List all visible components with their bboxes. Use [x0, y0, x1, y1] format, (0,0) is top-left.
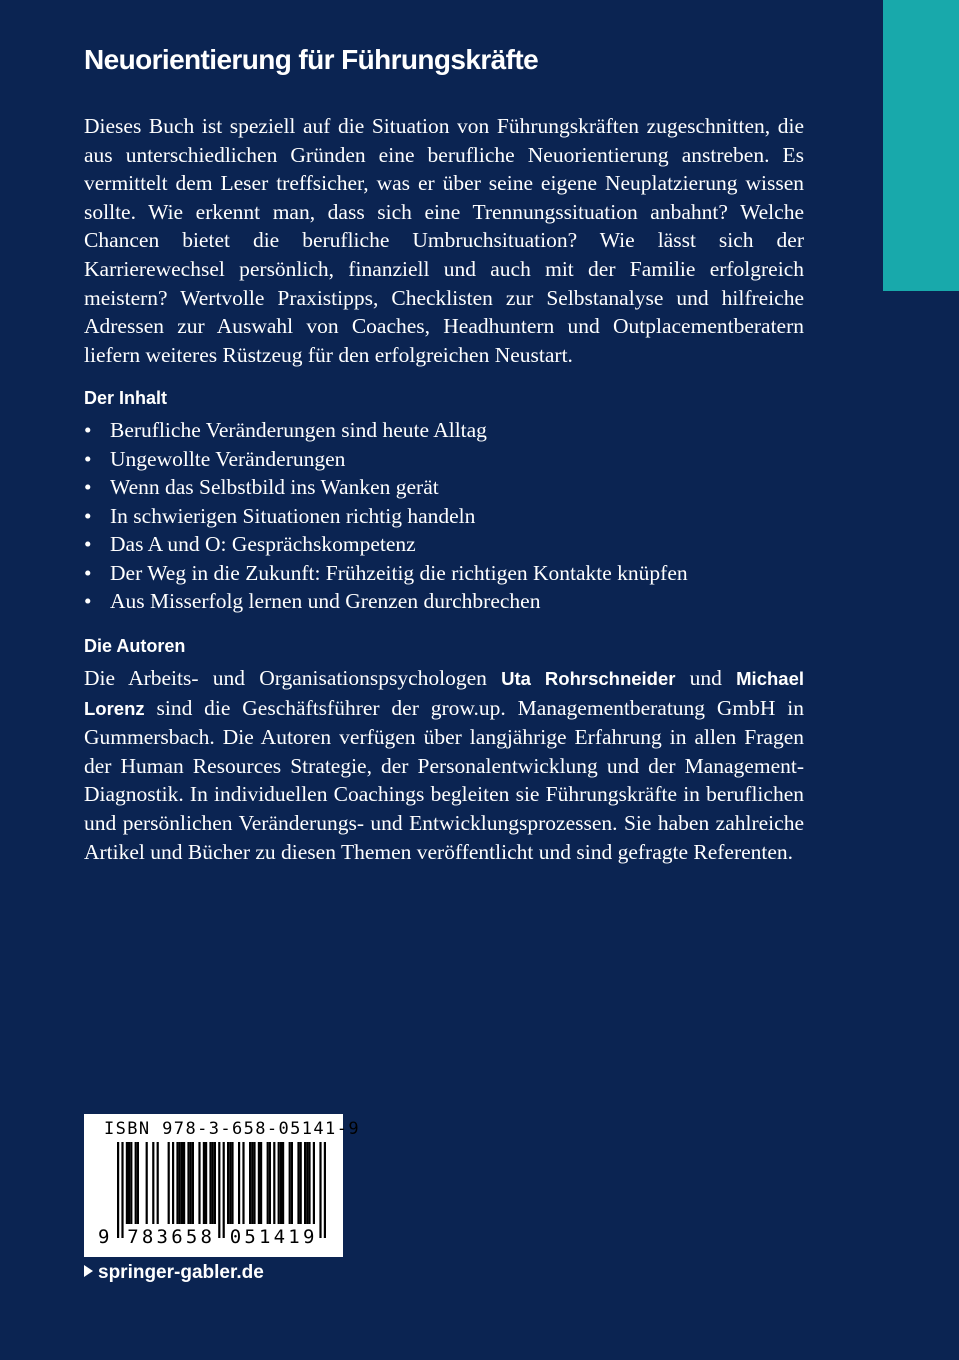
- barcode-bar: [308, 1142, 310, 1224]
- barcode-bar: [313, 1142, 315, 1224]
- barcode-bar: [304, 1142, 306, 1224]
- bullet-icon: •: [84, 532, 92, 556]
- barcode-bar: [297, 1142, 299, 1224]
- barcode-bar: [209, 1142, 211, 1224]
- arrow-right-icon: [84, 1265, 93, 1277]
- barcode-bar: [137, 1142, 139, 1224]
- bullet-icon: •: [84, 503, 92, 528]
- barcode-bar: [172, 1142, 174, 1224]
- barcode-bar: [205, 1142, 207, 1224]
- barcode-digits: 9 783658 051419: [98, 1226, 318, 1248]
- author-name-2: Michael Lorenz: [84, 668, 804, 719]
- barcode-bar: [168, 1142, 170, 1224]
- barcode-bar: [253, 1142, 255, 1224]
- barcode-bar: [152, 1142, 154, 1224]
- barcode-bar: [223, 1142, 225, 1238]
- barcode-bar: [135, 1142, 137, 1224]
- barcode-bar: [267, 1142, 269, 1224]
- barcode-bar: [306, 1142, 308, 1224]
- bullet-icon: •: [84, 589, 92, 613]
- isbn-label: ISBN 978-3-658-05141-9: [104, 1119, 360, 1139]
- barcode-bar: [187, 1142, 189, 1224]
- list-item: • Berufliche Veränderungen sind heute Alltag: [84, 416, 688, 445]
- barcode-bar: [128, 1142, 130, 1224]
- authors-paragraph: Die Arbeits- und Organisationspsychologen Uta Rohrschneider und Michael Lorenz sind die Geschäftsführer der grow.up. Managementberatung GmbH in Gummersbach. Die Autoren verfügen über langjährige Erfahrung in allen Fragen der Human Resources Strategie, der Personalentwicklung und der Management-Diagnostik. In individuellen Coachings begleiten sie Führungskräfte in beruflichen und persönlichen Veränderungs- und Entwicklungsprozessen. Sie haben zahlreiche Artikel und Bücher zu diesen Themen veröffentlicht und sind gefragte Referenten.: [84, 666, 804, 864]
- barcode-bar: [269, 1142, 271, 1224]
- barcode-bar: [198, 1142, 200, 1224]
- list-item: • Ungewollte Veränderungen: [84, 445, 688, 474]
- intro-paragraph: Dieses Buch ist speziell auf die Situation von Führungskräften zugeschnitten, die aus unterschiedlichen Gründen eine berufliche Neuorientierung anstreben. Es vermittelt dem Leser treffsicher, was er über seine eigene Neuplatzierung wissen sollte. Wie erkennt man, dass sich eine Trennungssituation anbahnt? Welche Chancen bietet die berufliche Umbruchsituation? Wie lässt sich der Karrierewechsel persönlich, finanziell und auch mit der Familie erfolgreich meistern? Wertvolle Praxistipps, Checklisten zur Selbstanalyse und hilfreiche Adressen zur Auswahl von Coaches, Headhuntern und Outplacementberatern liefern weiteres Rüstzeug für den erfolgreichen Neustart.: [84, 114, 804, 367]
- book-title: Neuorientierung für Führungskräfte: [84, 44, 539, 75]
- barcode-bar: [179, 1142, 181, 1224]
- barcode-bar: [273, 1142, 275, 1224]
- bullet-icon: •: [84, 446, 92, 471]
- bullet-icon: •: [84, 475, 92, 499]
- barcode-bar: [176, 1142, 178, 1224]
- barcode-bar: [282, 1142, 284, 1224]
- publisher-website: [84, 1262, 264, 1284]
- authors-heading: Die Autoren: [84, 636, 186, 656]
- website-url: springer-gabler.de: [98, 1262, 264, 1283]
- barcode-bar: [229, 1142, 231, 1224]
- barcode-bar: [291, 1142, 293, 1224]
- barcode-bar: [157, 1142, 159, 1224]
- barcode-bar: [126, 1142, 128, 1224]
- barcode-bar: [212, 1142, 214, 1224]
- barcode-bar: [242, 1142, 244, 1224]
- barcode-bar: [146, 1142, 148, 1224]
- bullet-icon: •: [84, 560, 92, 585]
- barcode-bar: [121, 1142, 123, 1238]
- barcode-bar: [231, 1142, 233, 1224]
- barcode-bar: [324, 1142, 326, 1238]
- barcode-bar: [260, 1142, 262, 1224]
- list-item: • Der Weg in die Zukunft: Frühzeitig die richtigen Kontakte knüpfen: [84, 559, 688, 588]
- barcode-bar: [183, 1142, 185, 1224]
- barcode-bar: [214, 1142, 216, 1224]
- barcode-bar: [280, 1142, 282, 1224]
- barcode-bar: [130, 1142, 132, 1224]
- barcode-bar: [203, 1142, 205, 1224]
- list-item: • In schwierigen Situationen richtig handeln: [84, 502, 688, 531]
- barcode-bar: [190, 1142, 192, 1224]
- barcode-bar: [227, 1142, 229, 1224]
- barcode-bar: [249, 1142, 251, 1224]
- isbn-barcode: [84, 1114, 360, 1257]
- accent-strip: [883, 0, 959, 291]
- barcode-bar: [300, 1142, 302, 1224]
- barcode-bar: [278, 1142, 280, 1224]
- list-item: • Aus Misserfolg lernen und Grenzen durchbrechen: [84, 587, 688, 616]
- barcode-bar: [289, 1142, 291, 1224]
- list-item: • Das A und O: Gesprächskompetenz: [84, 530, 688, 559]
- author-name-1: Uta Rohrschneider: [501, 668, 676, 689]
- barcode-bar: [238, 1142, 240, 1224]
- contents-list: [84, 416, 688, 616]
- bullet-icon: •: [84, 418, 92, 442]
- barcode-bar: [319, 1142, 321, 1238]
- contents-heading: Der Inhalt: [84, 388, 168, 408]
- barcode-bar: [218, 1142, 220, 1238]
- list-item: • Wenn das Selbstbild ins Wanken gerät: [84, 473, 688, 502]
- barcode-bar: [181, 1142, 183, 1224]
- barcode-bar: [251, 1142, 253, 1224]
- barcode-bar: [258, 1142, 260, 1224]
- barcode-bar: [117, 1142, 119, 1238]
- barcode-bar: [192, 1142, 194, 1224]
